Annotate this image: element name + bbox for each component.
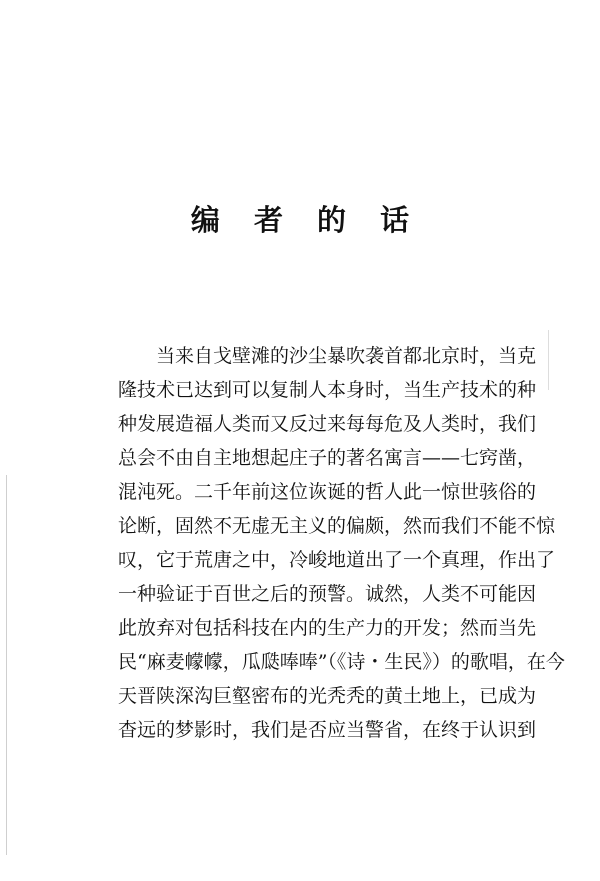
text-line: 一种验证于百世之后的预警。诚然，人类不可能因 [118,583,537,605]
text-line: 民“麻麦幪幪，瓜瓞唪唪”（《诗・生民》）的歌唱，在今 [118,651,565,673]
text-line: 杳远的梦影时，我们是否应当警省，在终于认识到 [118,719,537,741]
scan-edge-mark [6,475,7,855]
text-line: 叹，它于荒唐之中，冷峻地道出了一个真理，作出了 [118,549,556,571]
text-line: 混沌死。二千年前这位诙诞的哲人此一惊世骇俗的 [118,481,537,503]
text-line: 种发展造福人类而又反过来每每危及人类时，我们 [118,413,537,435]
text-line: 当来自戈壁滩的沙尘暴吹袭首都北京时，当克 [156,345,537,367]
page-title: 编 者 的 话 [190,203,422,237]
body-paragraph [118,339,565,747]
text-line: 总会不由自主地想起庄子的著名寓言——七窍凿， [118,447,537,469]
text-line: 论断，固然不无虚无主义的偏颇，然而我们不能不惊 [118,515,556,537]
text-line: 此放弃对包括科技在内的生产力的开发；然而当先 [118,617,537,639]
scan-edge-mark [548,330,549,390]
text-line: 隆技术已达到可以复制人本身时，当生产技术的种 [118,379,537,401]
text-line: 天晋陕深沟巨壑密布的光秃秃的黄土地上，已成为 [118,685,537,707]
